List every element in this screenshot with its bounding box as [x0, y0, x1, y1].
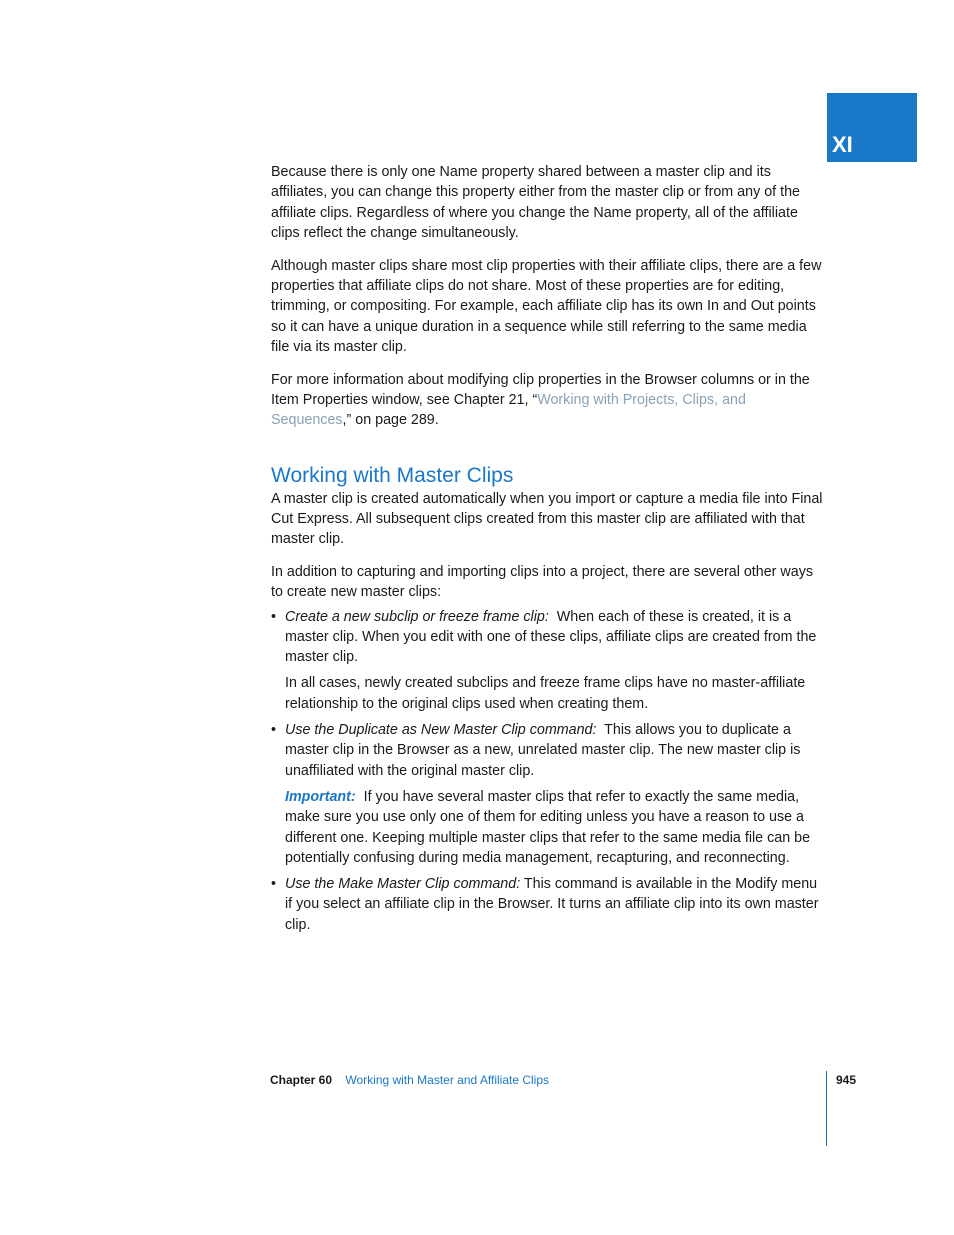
bullet-marker: •: [271, 722, 277, 739]
paragraph-name-property: Because there is only one Name property shared between a master clip and its affiliates, you can change this property either from the master clip or from any of the affiliate clips. Regardless of where you change the Name property, all of the affiliate clips reflect the change simultaneously.: [271, 164, 800, 241]
important-label: Important:: [285, 788, 356, 805]
page-footer: [270, 1072, 549, 1088]
page-content: [271, 162, 827, 941]
bullet-extra: In all cases, newly created subclips and freeze frame clips have no master-affiliate relationship to the original clips used when creating them.: [285, 675, 806, 712]
bullet-text: When each of these is created, it is a master clip. When you edit with one of these clips, affiliate clips are created from the master clip.: [285, 608, 817, 666]
important-note: [285, 787, 827, 868]
section-heading: Working with Master Clips: [271, 463, 514, 487]
bullet-text: This allows you to duplicate a master clip in the Browser as a new, unrelated master clip. The new master clip is unaffiliated with the original master clip.: [285, 722, 801, 779]
list-item: [271, 607, 827, 714]
bullet-body: [285, 607, 827, 668]
section-intro-1: A master clip is created automatically when you import or capture a media file into Final Cut Express. All subsequent clips created from this master clip are affiliated with that master clip.: [271, 490, 823, 548]
list-item: [271, 874, 827, 935]
paragraph-shared-properties: Although master clips share most clip properties with their affiliate clips, there are a few properties that affiliate clips do not share. Most of these properties are for editing, trimming, or compositing. For example, each affiliate clip has its own In and Out points so it can have a unique duration in a sequence while still referring to the same media file via its master clip.: [271, 257, 822, 355]
cross-ref-link[interactable]: Working with Projects, Clips, and Sequences: [271, 391, 746, 429]
footer-divider: [826, 1071, 827, 1146]
section-intro-2: In addition to capturing and importing clips into a project, there are several other ways to create new master clips:: [271, 563, 813, 601]
cross-ref-page: ,” on page 289.: [342, 412, 439, 429]
bullet-list: [271, 607, 827, 935]
paragraph-cross-reference: [271, 370, 827, 431]
bullet-lead: Use the Make Master Clip command:: [285, 876, 521, 893]
bullet-body: [285, 874, 827, 935]
important-text: If you have several master clips that refer to exactly the same media, make sure you use only one of them for editing unless you have a reason to use a different one. Keeping multiple master clips that refer to the same media file can be potentially confusing during media management, recapturing, and reconnecting.: [285, 788, 811, 866]
bullet-text: This command is available in the Modify menu if you select an affiliate clip in the Browser. It turns an affiliate clip into its own master clip.: [285, 876, 819, 933]
footer-chapter-title[interactable]: Working with Master and Affiliate Clips: [345, 1073, 550, 1087]
cross-ref-text: For more information about modifying clip properties in the Browser columns or in the Item Properties window, see Chapter 21, “: [271, 371, 810, 408]
bullet-marker: •: [271, 608, 277, 625]
part-tab: [827, 93, 917, 162]
bullet-lead: Create a new subclip or freeze frame clip:: [285, 608, 549, 625]
bullet-body: [285, 720, 827, 781]
footer-chapter: Chapter 60: [270, 1073, 333, 1087]
list-item: [271, 720, 827, 868]
bullet-lead: Use the Duplicate as New Master Clip command:: [285, 722, 597, 739]
bullet-marker: •: [271, 876, 277, 893]
part-tab-label: XI: [832, 132, 853, 157]
page-number: 945: [836, 1073, 857, 1087]
